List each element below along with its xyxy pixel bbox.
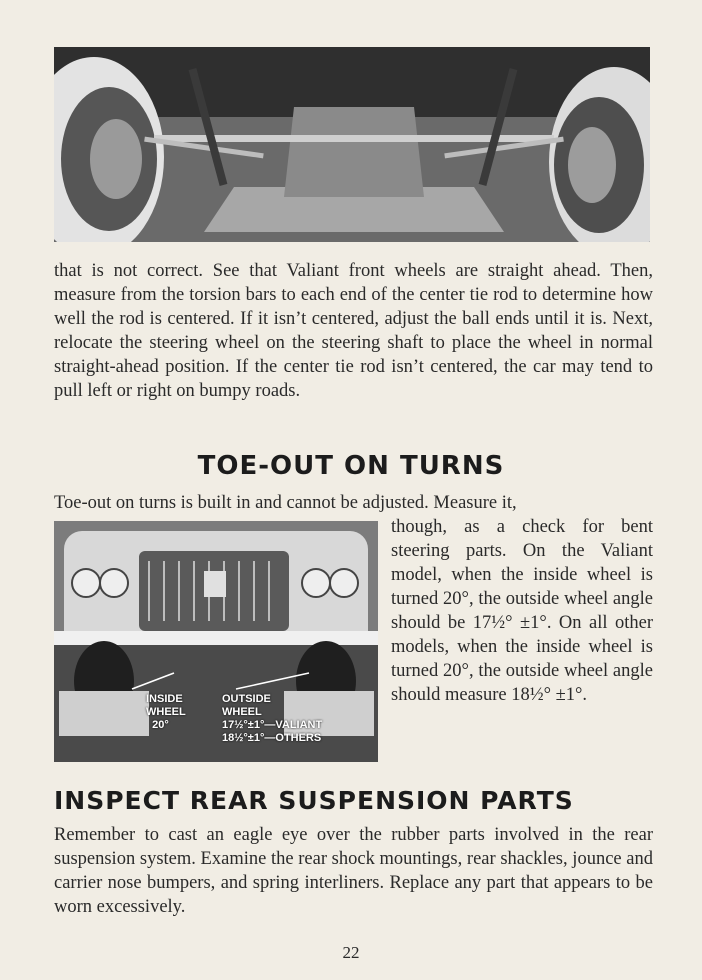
suspension-underside-photo <box>54 47 650 242</box>
toe-out-lead-line: Toe-out on turns is built in and cannot be adjusted. Measure it, <box>54 493 517 513</box>
inside-wheel-label: INSIDE WHEEL 20° <box>146 693 186 731</box>
suspension-photo-art <box>54 47 650 242</box>
outside-wheel-label: OUTSIDE WHEEL 17½°±1°—VALIANT 18½°±1°—OTHERS <box>222 693 323 744</box>
page-number: 22 <box>342 943 360 962</box>
toe-out-body: though, as a check for bent steering parts. On the Valiant model, when the inside wheel is turned 20°, the outside wheel angle should be 17½° ±1°. On all other models, when the inside wheel is turned 20°, the outside wheel angle should measure 18½° ±1°. <box>391 517 653 705</box>
rear-suspension-body: Remember to cast an eagle eye over the rubber parts involved in the rear suspension system. Examine the rear shock mountings, rear shackles, jounce and carrier nose bumpers, and spring interliners. Replace any part that appears to be worn excessively. <box>54 825 653 917</box>
turn-plates-photo-art <box>54 521 378 762</box>
turn-plates-photo <box>54 521 378 762</box>
rear-suspension-heading: INSPECT REAR SUSPENSION PARTS <box>54 786 574 815</box>
toe-out-heading: TOE-OUT ON TURNS <box>197 451 505 481</box>
intro-paragraph: that is not correct. See that Valiant front wheels are straight ahead. Then, measure from the torsion bars to each end of the center tie rod to determine how well the rod is centered. If it isn’t centered, adjust the ball ends until it is. Next, relocate the steering wheel on the steering shaft to place the wheel in normal straight-ahead position. If the center tie rod isn’t centered, the car may tend to pull left or right on bumpy roads. <box>54 261 653 401</box>
